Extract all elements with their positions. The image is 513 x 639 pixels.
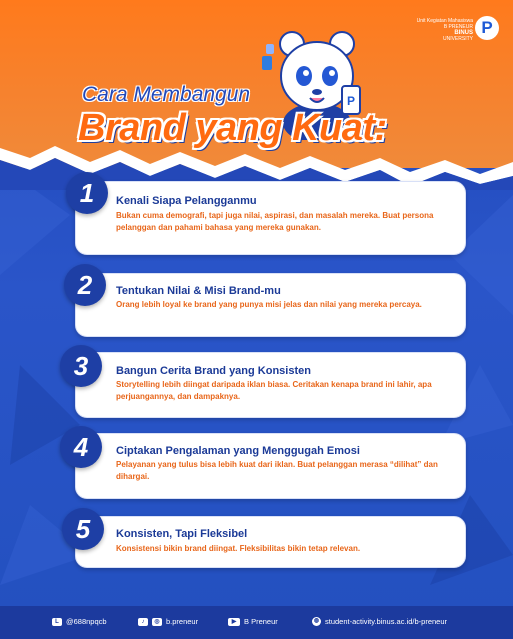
step-description: Orang lebih loyal ke brand yang punya misi jelas dan nilai yang mereka percaya. [116, 300, 422, 309]
brand-mark-icon: P [475, 16, 499, 40]
step-description: Konsistensi bikin brand diingat. Fleksibilitas bikin tetap relevan. [116, 544, 361, 553]
line-app-icon: L [52, 618, 62, 626]
step-title: Ciptakan Pengalaman yang Menggugah Emosi [116, 445, 360, 457]
step-card-4 [75, 433, 466, 499]
footer-youtube-handle: B Preneur [244, 617, 278, 626]
footer-website-url: student-activity.binus.ac.id/b-preneur [325, 617, 448, 626]
footer-tiktok-instagram[interactable] [138, 617, 198, 626]
instagram-icon: ◎ [152, 618, 162, 626]
title-line-2: Brand yang Kuat: [78, 107, 387, 149]
step-title: Bangun Cerita Brand yang Konsisten [116, 365, 311, 377]
step-number-badge: 2 [64, 264, 106, 306]
step-number-badge: 5 [62, 508, 104, 550]
step-card-1 [75, 181, 466, 255]
footer-website[interactable] [312, 617, 447, 626]
step-card-5 [75, 516, 466, 568]
youtube-icon: ▶ [228, 618, 240, 626]
step-title: Kenali Siapa Pelangganmu [116, 195, 257, 207]
globe-icon: ◍ [313, 618, 320, 624]
footer-bar [0, 606, 513, 639]
step-description: Bukan cuma demografi, tapi juga nilai, aspirasi, dan masalah mereka. Buat persona pelanggan dan pahami bahasa yang mereka gunakan. [116, 211, 434, 232]
step-title: Tentukan Nilai & Misi Brand-mu [116, 285, 281, 297]
footer-line-handle: @688npqcb [66, 617, 107, 626]
step-description: Pelayanan yang tulus bisa lebih kuat dari iklan. Buat pelanggan merasa “dilihat” dan dihargai. [116, 460, 438, 481]
step-description: Storytelling lebih diingat daripada iklan biasa. Ceritakan kenapa brand ini lahir, apa perjuangannya, dan dampaknya. [116, 380, 432, 401]
logo-line-4: UNIVERSITY [442, 36, 473, 42]
step-card-2 [75, 273, 466, 337]
step-card-3 [75, 352, 466, 418]
step-title: Konsisten, Tapi Fleksibel [116, 528, 248, 540]
title-line-1: Cara Membangun [82, 83, 251, 106]
footer-social-handle: b.preneur [166, 617, 199, 626]
logo-line-1: Unit Kegiatan Mahasiswa [416, 18, 473, 24]
tiktok-icon: ♪ [138, 618, 148, 626]
logo-line-3: BINUS [454, 30, 473, 36]
step-number-badge: 4 [60, 426, 102, 468]
footer-youtube[interactable] [228, 617, 278, 626]
svg-text:P: P [346, 94, 356, 108]
footer-line[interactable] [52, 617, 107, 626]
logo-line-2: B PRENEUR [443, 24, 473, 30]
step-number-badge: 1 [66, 172, 108, 214]
organization-logo-text [417, 18, 473, 42]
step-number-badge: 3 [60, 345, 102, 387]
